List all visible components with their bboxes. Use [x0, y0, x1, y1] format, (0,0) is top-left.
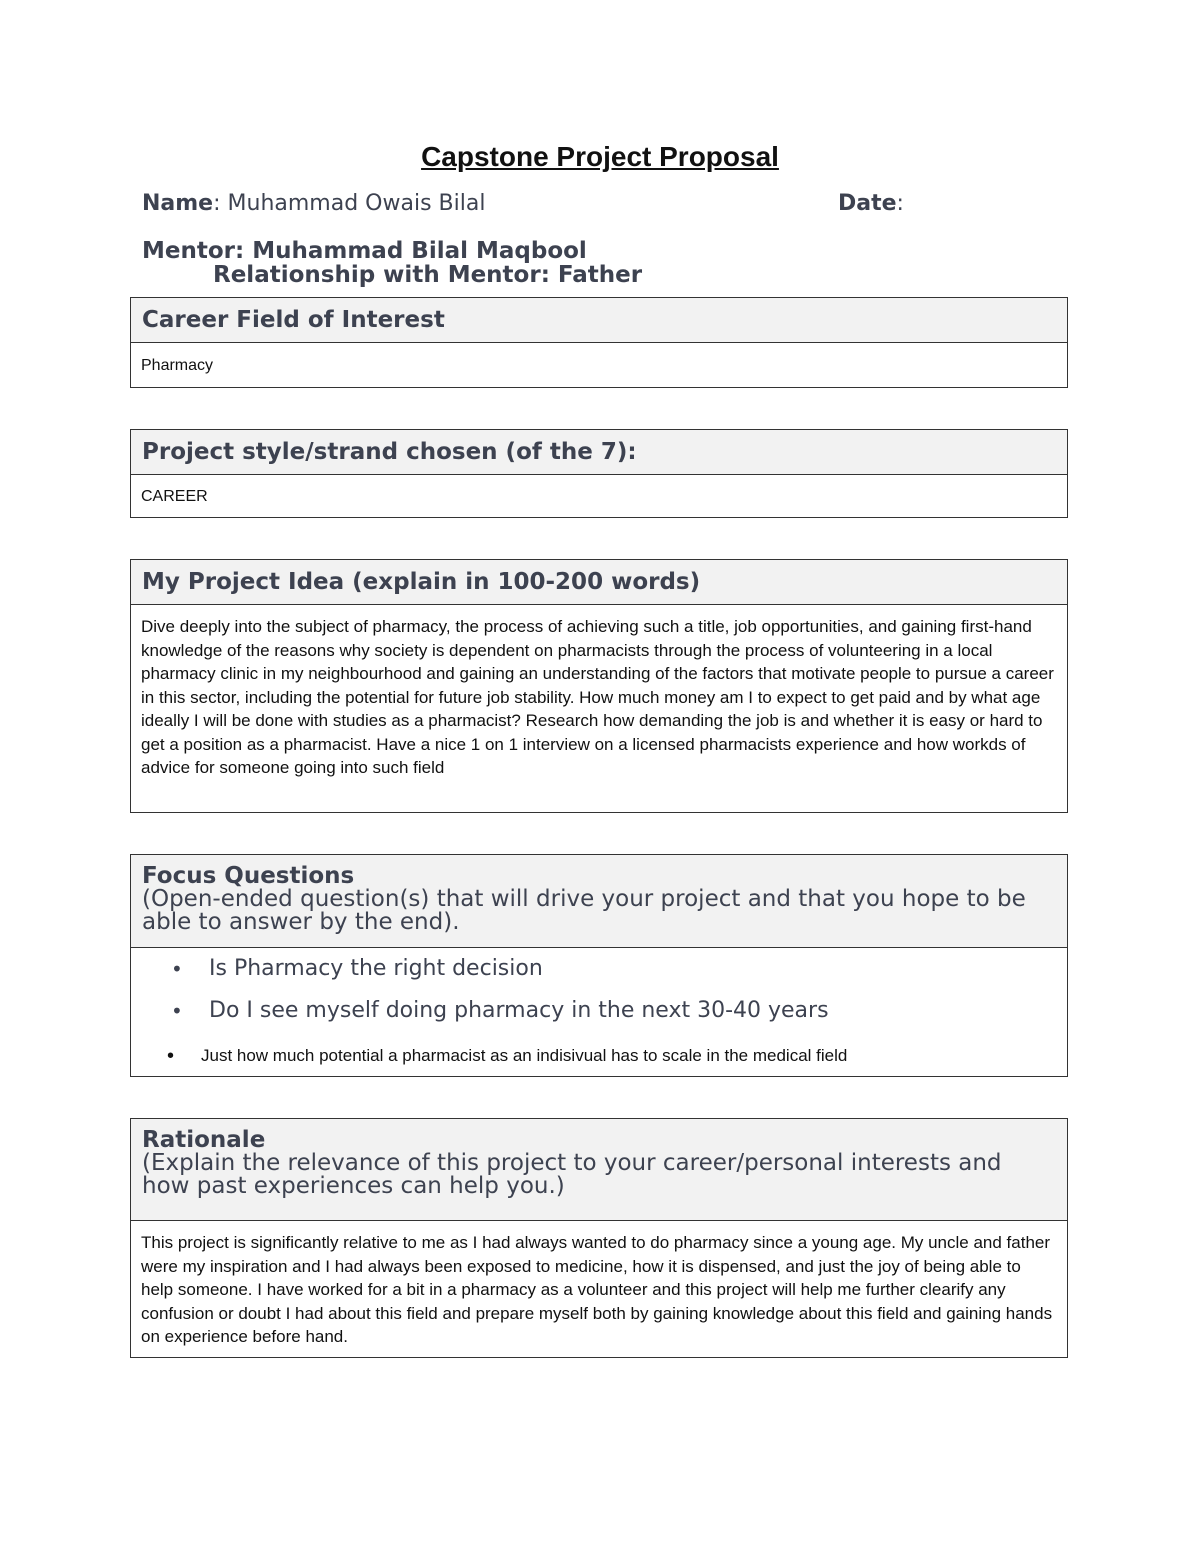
project-style-title: Project style/strand chosen (of the 7): — [142, 439, 637, 465]
list-item — [131, 990, 1067, 1032]
rationale-title: Rationale — [142, 1127, 266, 1153]
date-colon: : — [896, 191, 904, 216]
rationale-header — [131, 1119, 1067, 1221]
project-style-header — [131, 430, 1067, 475]
name-label: Name — [142, 191, 214, 216]
project-idea-section — [130, 559, 1068, 813]
focus-question-text: Just how much potential a pharmacist as an indisivual has to scale in the medical field — [201, 1046, 848, 1065]
date-line — [838, 191, 904, 216]
focus-questions-title: Focus Questions — [142, 863, 355, 889]
project-style-value: CAREER — [141, 488, 208, 505]
date-label: Date — [838, 191, 897, 216]
focus-questions-list — [131, 948, 1067, 1072]
page-title: Capstone Project Proposal — [421, 141, 779, 172]
bullet-icon: • — [171, 957, 183, 981]
project-idea-header — [131, 560, 1067, 605]
list-item — [131, 1040, 1067, 1072]
rationale-section — [130, 1118, 1068, 1358]
focus-question-text: Do I see myself doing pharmacy in the next 30-40 years — [209, 998, 829, 1023]
name-value: Muhammad Owais Bilal — [227, 191, 486, 216]
rationale-subtitle: (Explain the relevance of this project to your career/personal interests and how past experiences can help you.) — [142, 1150, 1002, 1199]
mentor-line: Mentor: Muhammad Bilal Maqbool — [142, 238, 587, 264]
list-item — [131, 948, 1067, 990]
focus-questions-subtitle: (Open-ended question(s) that will drive your project and that you hope to be able to answer by the end). — [142, 886, 1026, 935]
project-idea-title: My Project Idea (explain in 100-200 words) — [142, 569, 701, 595]
focus-question-text: Is Pharmacy the right decision — [209, 956, 543, 981]
relationship-line: Relationship with Mentor: Father — [213, 262, 643, 288]
focus-questions-section — [130, 854, 1068, 1077]
bullet-icon: • — [171, 999, 183, 1023]
project-idea-body: Dive deeply into the subject of pharmacy, the process of achieving such a title, job opportunities, and gaining first-hand knowledge of the reasons why society is dependent on pharmacists through the process of volunteering in a local pharmacy clinic in my neighbourhood and gaining an understanding of the factors that motivate people to pursue a career in this sector, including the potential for future job stability. How much money am I to expect to get paid and by what age ideally I will be done with studies as a pharmacist? Research how demanding the job is and whether it is easy or hard to get a position as a pharmacist. Have a nice 1 on 1 interview on a licensed pharmacists experience and how workds of advice for someone going into such field — [141, 617, 1054, 777]
career-field-section — [130, 297, 1068, 388]
bullet-icon: • — [167, 1045, 175, 1067]
project-style-section — [130, 429, 1068, 518]
career-field-title: Career Field of Interest — [142, 307, 445, 333]
career-field-header — [131, 298, 1067, 343]
name-line — [142, 191, 485, 216]
rationale-body: This project is significantly relative to me as I had always wanted to do pharmacy since a young age. My uncle and father were my inspiration and I had always been exposed to medicine, how it is dispensed, and just the joy of being able to help someone. I have worked for a bit in a pharmacy as a volunteer and this project will help me further clearify any confusion or doubt I had about this field and prepare myself both by gaining knowledge about this field and gaining hands on experience before hand. — [141, 1233, 1053, 1346]
career-field-value: Pharmacy — [141, 357, 214, 374]
name-colon: : — [213, 191, 228, 216]
focus-questions-header — [131, 855, 1067, 948]
